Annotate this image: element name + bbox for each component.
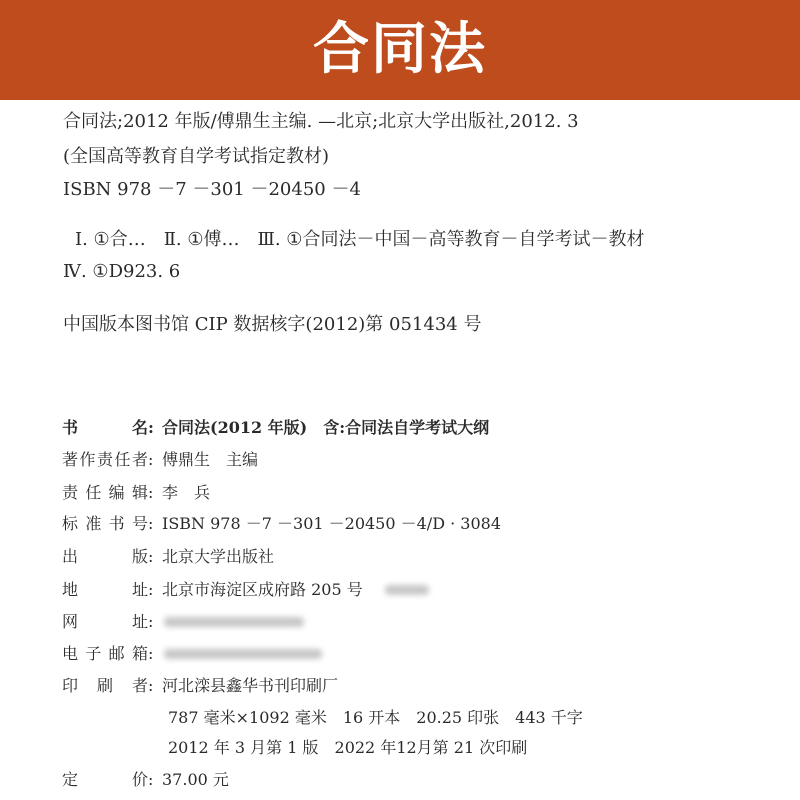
detail-value: 北京大学出版社 — [162, 547, 275, 566]
detail-label: 印刷者 — [62, 676, 148, 695]
detail-label: 电子邮箱 — [62, 644, 148, 663]
detail-separator: : — [148, 418, 154, 437]
detail-label: 地址 — [62, 580, 148, 599]
detail-row-title — [62, 418, 489, 438]
detail-row-website — [62, 612, 304, 632]
detail-value: 北京市海淀区成府路 205 号 — [162, 580, 363, 599]
detail-label: 书名 — [62, 418, 148, 437]
print-specs: 787 毫米×1092 毫米 16 开本 20.25 印张 443 千字 — [168, 708, 583, 727]
detail-separator: : — [148, 612, 154, 631]
detail-value: 37.00 元 — [162, 770, 229, 789]
detail-row-email — [62, 644, 322, 664]
blurred-redaction — [164, 649, 322, 659]
detail-row-publisher — [62, 547, 274, 567]
detail-label: 责任编辑 — [62, 483, 148, 502]
detail-value: 李 兵 — [162, 483, 211, 502]
cip-isbn: ISBN 978 －7 －301 －20450 －4 — [63, 179, 361, 200]
detail-label: 定价 — [62, 770, 148, 789]
detail-label: 标准书号 — [62, 514, 148, 533]
detail-separator: : — [148, 483, 154, 502]
cip-line-1: 合同法;2012 年版/傅鼎生主编. —北京;北京大学出版社,2012. 3 — [63, 111, 579, 132]
blurred-redaction — [164, 617, 304, 627]
cip-call-number: Ⅳ. ①D923. 6 — [63, 261, 181, 282]
detail-label: 出版 — [62, 547, 148, 566]
title-banner — [0, 0, 800, 100]
detail-row-author — [62, 450, 258, 470]
cip-classification: Ⅰ. ①合… Ⅱ. ①傅… Ⅲ. ①合同法－中国－高等教育－自学考试－教材 — [75, 229, 645, 250]
book-title: 合同法 — [313, 17, 487, 82]
detail-label: 网址 — [62, 612, 148, 631]
detail-separator: : — [148, 580, 154, 599]
detail-separator: : — [148, 770, 154, 789]
detail-separator: : — [148, 450, 154, 469]
cip-record-number: 中国版本图书馆 CIP 数据核字(2012)第 051434 号 — [63, 314, 482, 335]
detail-separator: : — [148, 676, 154, 695]
detail-row-printer — [62, 676, 338, 696]
edition-info: 2012 年 3 月第 1 版 2022 年12月第 21 次印刷 — [168, 738, 528, 757]
detail-row-isbn — [62, 514, 501, 534]
detail-value: ISBN 978 －7 －301 －20450 －4/D · 3084 — [162, 514, 502, 533]
detail-value: 合同法(2012 年版) 含:合同法自学考试大纲 — [162, 418, 490, 437]
detail-separator: : — [148, 514, 154, 533]
detail-separator: : — [148, 547, 154, 566]
detail-row-address — [62, 580, 429, 600]
detail-value: 傅鼎生 主编 — [162, 450, 259, 469]
detail-row-editor — [62, 483, 210, 503]
detail-separator: : — [148, 644, 154, 663]
cip-line-2: (全国高等教育自学考试指定教材) — [63, 146, 330, 167]
detail-value: 河北滦县鑫华书刊印刷厂 — [162, 676, 339, 695]
blurred-redaction — [385, 585, 429, 595]
detail-row-price — [62, 770, 229, 790]
detail-label: 著作责任者 — [62, 450, 148, 469]
